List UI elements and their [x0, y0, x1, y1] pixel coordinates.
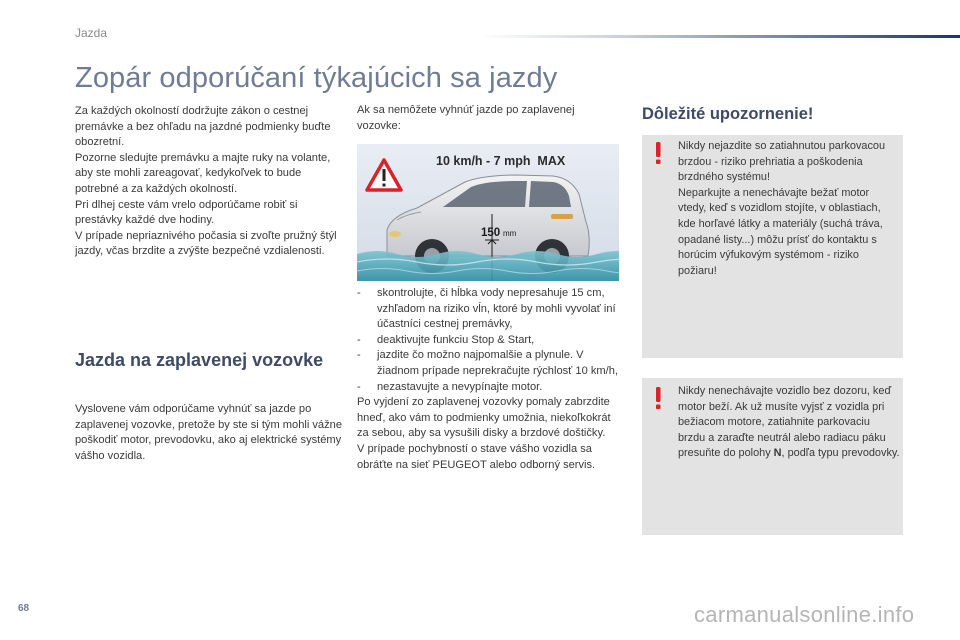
- list-dash: -: [357, 380, 361, 393]
- warning-box-2-text-before: Nikdy nenechávajte vozidlo bez dozoru, keď motor beží. Ak už musíte vyjsť z vozidla pri bežiacom motore, zatiahnite parkovaciu brzdu a zaraďte neutrál alebo radiacu páku presuňte do polohy: [678, 385, 892, 460]
- header-divider: [480, 35, 960, 38]
- warning-box-2-text: [678, 384, 900, 462]
- exclamation-icon: [652, 386, 664, 410]
- intro-paragraph-1: Za každých okolností dodržujte zákon o cestnej premávke a bez ohľadu na jazdné podmienky buďte obozretní.: [75, 105, 331, 149]
- flooded-road-instructions: [357, 286, 622, 473]
- list-item-text: nezastavujte a nevypínajte motor.: [377, 380, 543, 393]
- exclamation-icon: [652, 141, 664, 165]
- list-item: [357, 348, 622, 379]
- list-item: [357, 380, 622, 396]
- list-item-text: jazdite čo možno najpomalšie a plynule. V žiadnom prípade neprekračujte rýchlosť 10 km/h,: [377, 349, 618, 377]
- list-item: [357, 333, 622, 349]
- warning-box-parking-brake: [642, 135, 903, 358]
- page-title: Zopár odporúčaní týkajúcich sa jazdy: [75, 62, 558, 94]
- list-item: [357, 286, 622, 333]
- list-item-text: deaktivujte funkciu Stop & Start,: [377, 333, 535, 346]
- warning-box-unattended: [642, 378, 903, 535]
- section-header: Jazda: [75, 26, 108, 40]
- warning-heading: Dôležité upozornenie!: [642, 105, 814, 123]
- intro-column: [75, 104, 345, 260]
- warning-box-2-text-after: , podľa typu prevodovky.: [781, 447, 900, 460]
- watermark: carmanualsonline.info: [694, 602, 915, 627]
- intro-paragraph-2: Pozorne sledujte premávku a majte ruky na volante, aby ste mohli zareagovať, kedykoľvek to bude potrebné a za každých okolností.: [75, 151, 331, 195]
- page-number: 68: [18, 603, 30, 614]
- doubt-paragraph: V prípade pochybností o stave vášho vozidla sa obráťte na sieť PEUGEOT alebo odborný servis.: [357, 442, 596, 471]
- flooded-road-illustration: [357, 144, 619, 281]
- list-dash: -: [357, 333, 361, 346]
- flooded-road-intro: Ak sa nemôžete vyhnúť jazde po zaplavenej vozovke:: [357, 104, 575, 132]
- warning-box-1-text: [678, 139, 900, 279]
- list-item-text: skontrolujte, či hĺbka vody nepresahuje 15 cm, vzhľadom na riziko vĺn, ktoré by mohli vyvolať iní účastníci cestnej premávky,: [377, 287, 616, 331]
- after-flood-paragraph: Po vyjdení zo zaplavenej vozovky pomaly zabrzdite hneď, ako vám to podmienky umožnia, niekoľkokrát za sebou, aby sa vysušili disky a brzdové doštičky.: [357, 396, 611, 440]
- warning-box-1-paragraph-1: Nikdy nejazdite so zatiahnutou parkovacou brzdou - riziko prehriatia a poškodenia brzdného systému!: [678, 140, 886, 184]
- depth-unit: mm: [503, 229, 517, 238]
- gear-position-n: N: [773, 447, 782, 460]
- intro-paragraph-3: Pri dlhej ceste vám vrelo odporúčame robiť si prestávky každé dve hodiny.: [75, 198, 298, 227]
- depth-value: 150: [481, 227, 501, 239]
- flooded-road-paragraph: Vyslovene vám odporúčame vyhnúť sa jazde po zaplavenej vozovke, pretože by ste si tým mohli vážne poškodiť motor, prevodovku, ako aj elektrické systémy vášho vozidla.: [75, 403, 342, 462]
- warning-box-1-paragraph-2: Neparkujte a nenechávajte bežať motor vtedy, keď s vozidlom stojíte, v oblastiach, kde horľavé látky a materiály (suchá tráva, opadané listy...) môžu prísť do kontaktu s horúcim výfukovým systémom - riziko požiaru!: [678, 186, 883, 277]
- flooded-road-heading: Jazda na zaplavenej vozovke: [75, 350, 324, 370]
- intro-paragraph-4: V prípade nepriaznivého počasia si zvoľte pružný štýl jazdy, včas brzdite a zvýšte bezpečné vzdialenosti.: [75, 229, 337, 258]
- speed-limit-label: 10 km/h - 7 mph MAX: [436, 154, 566, 168]
- list-dash: -: [357, 349, 361, 362]
- list-dash: -: [357, 287, 361, 299]
